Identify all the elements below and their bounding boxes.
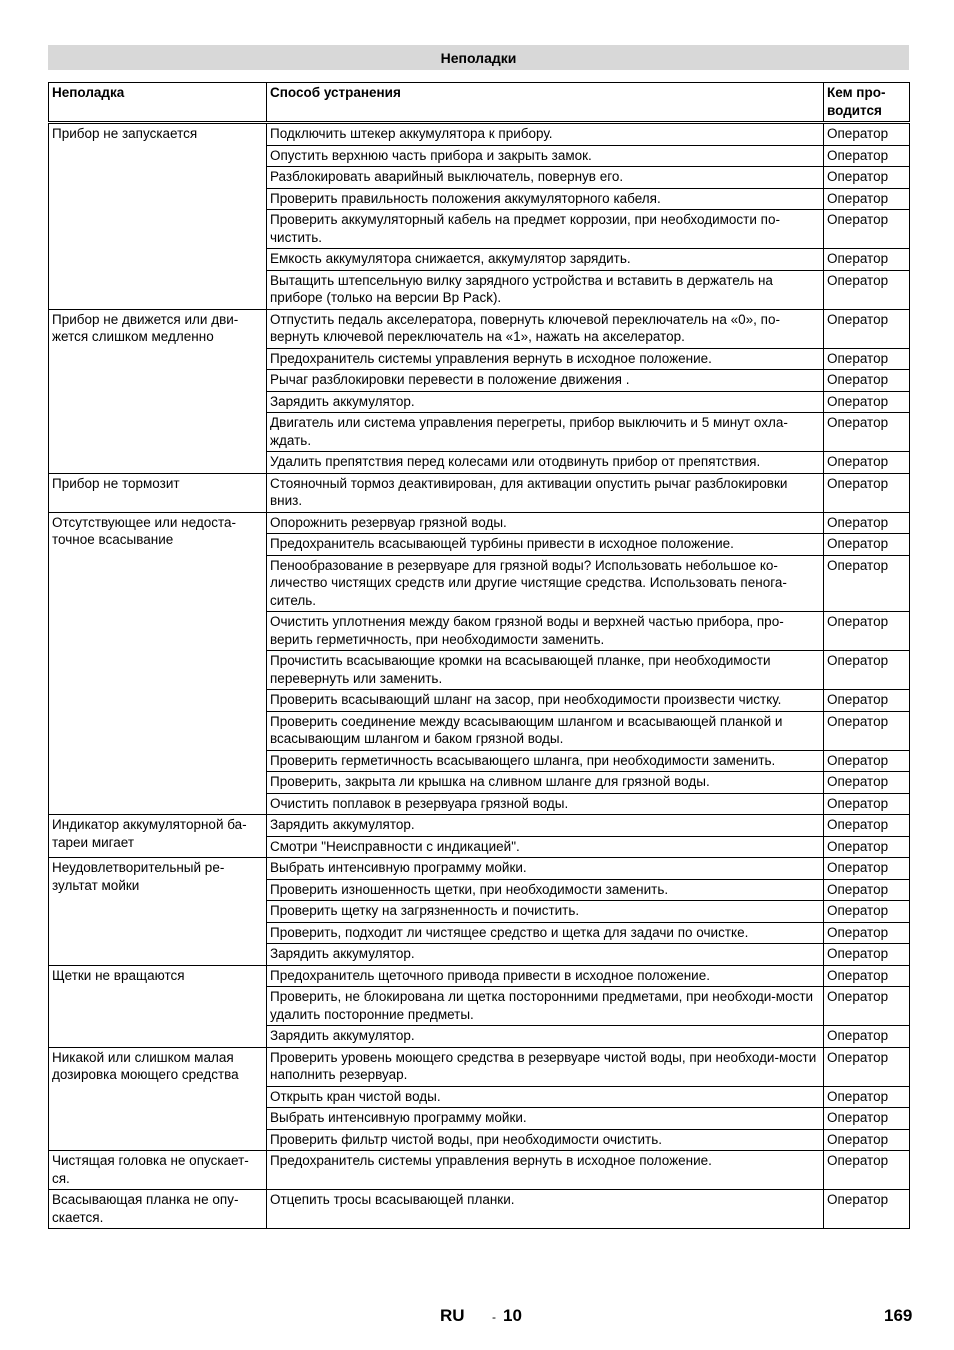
header-remedy: Способ устранения	[267, 83, 824, 123]
remedy-cell: Открыть кран чистой воды.	[267, 1086, 824, 1108]
performer-cell: Оператор	[824, 348, 910, 370]
performer-cell: Оператор	[824, 210, 910, 249]
performer-cell: Оператор	[824, 370, 910, 392]
performer-cell: Оператор	[824, 922, 910, 944]
performer-cell: Оператор	[824, 772, 910, 794]
remedy-cell: Отцепить тросы всасывающей планки.	[267, 1190, 824, 1229]
performer-cell: Оператор	[824, 879, 910, 901]
remedy-cell: Проверить изношенность щетки, при необходимости заменить.	[267, 879, 824, 901]
remedy-cell: Проверить всасывающий шланг на засор, при необходимости произвести чистку.	[267, 690, 824, 712]
remedy-cell: Проверить правильность положения аккумуляторного кабеля.	[267, 188, 824, 210]
table-row	[49, 858, 910, 880]
table-row	[49, 512, 910, 534]
performer-cell: Оператор	[824, 452, 910, 474]
table-row	[49, 473, 910, 512]
remedy-cell: Рычаг разблокировки перевести в положение движения .	[267, 370, 824, 392]
remedy-cell: Предохранитель системы управления вернуть в исходное положение.	[267, 348, 824, 370]
remedy-cell: Выбрать интенсивную программу мойки.	[267, 858, 824, 880]
remedy-cell: Проверить уровень моющего средства в резервуаре чистой воды, при необходи-мости наполнить резервуар.	[267, 1047, 824, 1086]
fault-cell: Никакой или слишком малая дозировка моющего средства	[49, 1047, 267, 1151]
remedy-cell: Проверить соединение между всасывающим шлангом и всасывающей планкой и всасывающим шлангом и баком грязной воды.	[267, 711, 824, 750]
remedy-cell: Удалить препятствия перед колесами или отодвинуть прибор от препятствия.	[267, 452, 824, 474]
remedy-cell: Очистить поплавок в резервуара грязной воды.	[267, 793, 824, 815]
table-row	[49, 1190, 910, 1229]
performer-cell: Оператор	[824, 1026, 910, 1048]
performer-cell: Оператор	[824, 612, 910, 651]
remedy-cell: Емкость аккумулятора снижается, аккумулятор зарядить.	[267, 249, 824, 271]
table-row	[49, 965, 910, 987]
remedy-cell: Зарядить аккумулятор.	[267, 944, 824, 966]
performer-cell: Оператор	[824, 188, 910, 210]
performer-cell: Оператор	[824, 651, 910, 690]
performer-cell: Оператор	[824, 309, 910, 348]
remedy-cell: Разблокировать аварийный выключатель, повернув его.	[267, 167, 824, 189]
remedy-cell: Пенообразование в резервуаре для грязной воды? Использовать небольшое ко-личество чистящих средств или другие чистящие средства. Использовать пенога-ситель.	[267, 555, 824, 612]
remedy-cell: Проверить, закрыта ли крышка на сливном шланге для грязной воды.	[267, 772, 824, 794]
table-header-row	[49, 83, 910, 123]
performer-cell: Оператор	[824, 1129, 910, 1151]
table-row	[49, 123, 910, 146]
faults-table	[48, 82, 910, 1229]
remedy-cell: Проверить герметичность всасывающего шланга, при необходимости заменить.	[267, 750, 824, 772]
remedy-cell: Предохранитель системы управления вернуть в исходное положение.	[267, 1151, 824, 1190]
performer-cell: Оператор	[824, 901, 910, 923]
performer-cell: Оператор	[824, 270, 910, 309]
remedy-cell: Отпустить педаль акселератора, повернуть ключевой переключатель на «0», по-вернуть ключевой переключатель на «1», нажать на акселератор.	[267, 309, 824, 348]
performer-cell: Оператор	[824, 944, 910, 966]
remedy-cell: Двигатель или система управления перегреты, прибор выключить и 5 минут охла-ждать.	[267, 413, 824, 452]
remedy-cell: Проверить, подходит ли чистящее средство и щетка для задачи по очистке.	[267, 922, 824, 944]
table-body	[49, 123, 910, 1229]
performer-cell: Оператор	[824, 750, 910, 772]
performer-cell: Оператор	[824, 391, 910, 413]
performer-cell: Оператор	[824, 534, 910, 556]
remedy-cell: Зарядить аккумулятор.	[267, 815, 824, 837]
remedy-cell: Предохранитель всасывающей турбины привести в исходное положение.	[267, 534, 824, 556]
performer-cell: Оператор	[824, 1190, 910, 1229]
header-by-whom: Кем про-водится	[824, 83, 910, 123]
fault-cell: Чистящая головка не опускает-ся.	[49, 1151, 267, 1190]
fault-cell: Щетки не вращаются	[49, 965, 267, 1047]
fault-cell: Прибор не запускается	[49, 123, 267, 310]
footer-section-page: 10	[503, 1306, 522, 1325]
fault-cell: Всасывающая планка не опу-скается.	[49, 1190, 267, 1229]
performer-cell: Оператор	[824, 965, 910, 987]
remedy-cell: Вытащить штепсельную вилку зарядного устройства и вставить в держатель на приборе (только на версии Bp Pack).	[267, 270, 824, 309]
performer-cell: Оператор	[824, 987, 910, 1026]
remedy-cell: Смотри "Неисправности с индикацией".	[267, 836, 824, 858]
remedy-cell: Выбрать интенсивную программу мойки.	[267, 1108, 824, 1130]
performer-cell: Оператор	[824, 793, 910, 815]
fault-cell: Индикатор аккумуляторной ба-тареи мигает	[49, 815, 267, 858]
fault-cell: Прибор не тормозит	[49, 473, 267, 512]
performer-cell: Оператор	[824, 1108, 910, 1130]
remedy-cell: Подключить штекер аккумулятора к прибору.	[267, 123, 824, 146]
remedy-cell: Прочистить всасывающие кромки на всасывающей планке, при необходимости перевернуть или заменить.	[267, 651, 824, 690]
fault-cell: Неудовлетворительный ре-зультат мойки	[49, 858, 267, 966]
section-title: Неполадки	[48, 45, 909, 70]
table-row	[49, 309, 910, 348]
remedy-cell: Проверить, не блокирована ли щетка посторонними предметами, при необходи-мости удалить посторонние предметы.	[267, 987, 824, 1026]
fault-cell: Отсутствующее или недоста-точное всасывание	[49, 512, 267, 815]
performer-cell: Оператор	[824, 145, 910, 167]
table-row	[49, 1151, 910, 1190]
footer-dash: -	[492, 1310, 496, 1324]
remedy-cell: Проверить щетку на загрязненность и почистить.	[267, 901, 824, 923]
remedy-cell: Очистить уплотнения между баком грязной воды и верхней частью прибора, про-верить герметичность, при необходимости заменить.	[267, 612, 824, 651]
performer-cell: Оператор	[824, 858, 910, 880]
performer-cell: Оператор	[824, 711, 910, 750]
performer-cell: Оператор	[824, 473, 910, 512]
remedy-cell: Стояночный тормоз деактивирован, для активации опустить рычаг разблокировки вниз.	[267, 473, 824, 512]
footer-page-number: 169	[884, 1306, 913, 1325]
remedy-cell: Опустить верхнюю часть прибора и закрыть замок.	[267, 145, 824, 167]
performer-cell: Оператор	[824, 815, 910, 837]
remedy-cell: Опорожнить резервуар грязной воды.	[267, 512, 824, 534]
footer-language: RU	[440, 1306, 465, 1325]
table-row	[49, 815, 910, 837]
fault-cell: Прибор не движется или дви-жется слишком медленно	[49, 309, 267, 473]
remedy-cell: Предохранитель щеточного привода привести в исходное положение.	[267, 965, 824, 987]
performer-cell: Оператор	[824, 690, 910, 712]
performer-cell: Оператор	[824, 123, 910, 146]
table-row	[49, 1047, 910, 1086]
performer-cell: Оператор	[824, 1047, 910, 1086]
header-fault: Неполадка	[49, 83, 267, 123]
performer-cell: Оператор	[824, 512, 910, 534]
performer-cell: Оператор	[824, 167, 910, 189]
performer-cell: Оператор	[824, 413, 910, 452]
remedy-cell: Проверить аккумуляторный кабель на предмет коррозии, при необходимости по-чистить.	[267, 210, 824, 249]
remedy-cell: Зарядить аккумулятор.	[267, 1026, 824, 1048]
performer-cell: Оператор	[824, 249, 910, 271]
performer-cell: Оператор	[824, 1151, 910, 1190]
performer-cell: Оператор	[824, 836, 910, 858]
performer-cell: Оператор	[824, 555, 910, 612]
remedy-cell: Зарядить аккумулятор.	[267, 391, 824, 413]
remedy-cell: Проверить фильтр чистой воды, при необходимости очистить.	[267, 1129, 824, 1151]
performer-cell: Оператор	[824, 1086, 910, 1108]
